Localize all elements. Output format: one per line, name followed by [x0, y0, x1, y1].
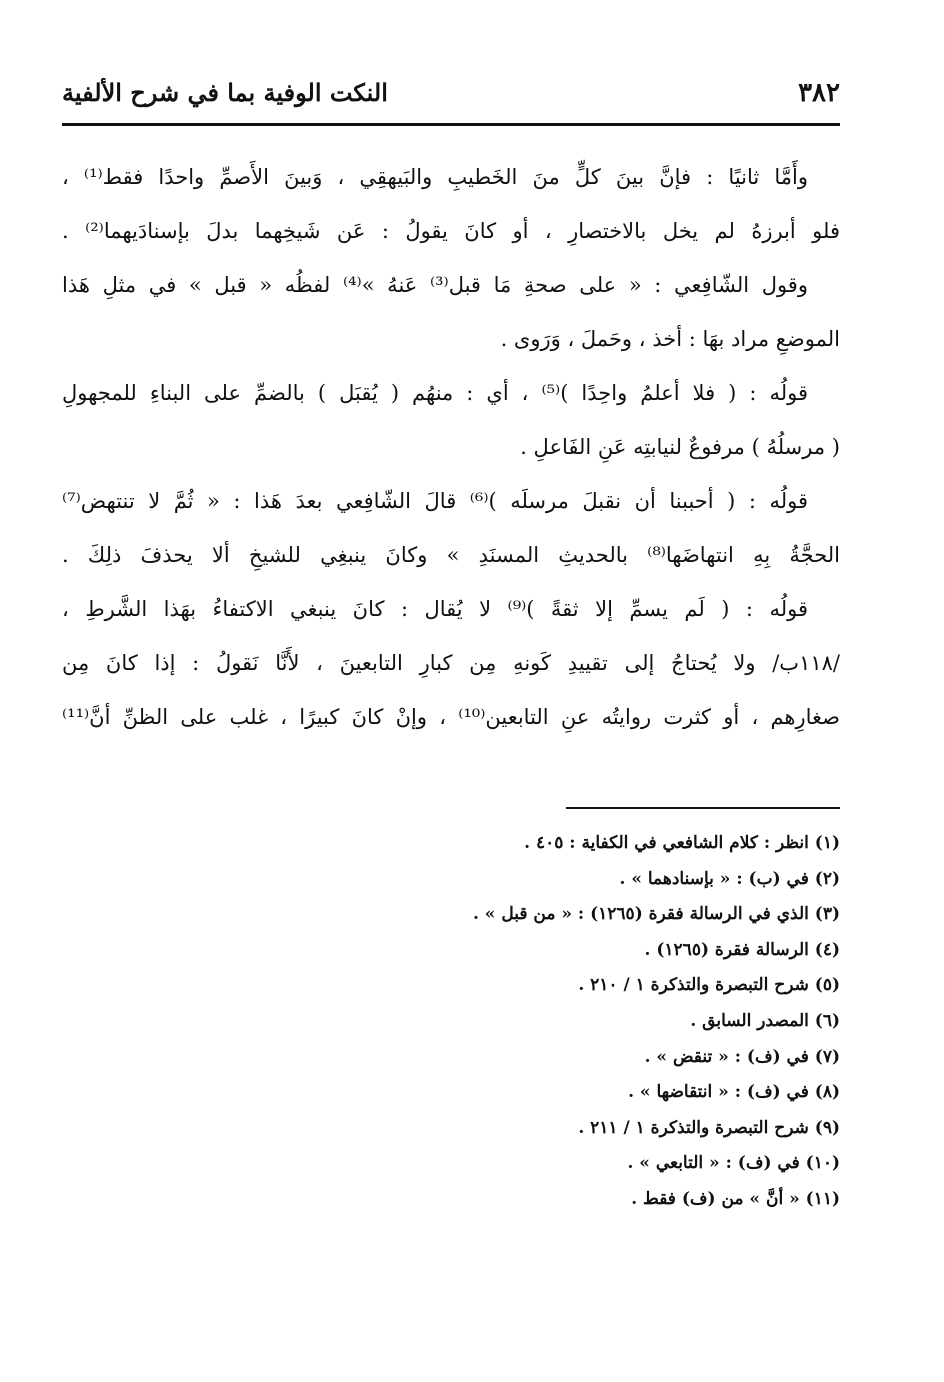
- running-header: [62, 70, 840, 120]
- footnote: (٨) في (ف) : « انتقاضها » .: [628, 1082, 840, 1103]
- text-line: صغارِهم ، أو كثرت روايتُه عنِ التابعين⁽¹⁰⁾ ، وإنْ كانَ كبيرًا ، غلب على الظنِّ أنَّ⁽¹¹⁾: [62, 705, 840, 729]
- main-text: [62, 150, 840, 744]
- text-line: /١١٨ب/ ولا يُحتاجُ إلى تقييدِ كَونهِ مِن كبارِ التابعينَ ، لأَنَّا نَقولُ : إذا كانَ مِن: [62, 651, 840, 675]
- text-line: قولُه : ( لَم يسمِّ إلا ثقةً )⁽⁹⁾ لا يُقال : كانَ ينبغي الاكتفاءُ بهَذا الشَّرطِ ،: [62, 597, 809, 621]
- footnote: (٥) شرح التبصرة والتذكرة ١ / ٢١٠ .: [578, 975, 840, 996]
- footnote-separator: [566, 807, 840, 809]
- text-line: الحجَّةُ بِهِ انتهاضَها⁽⁸⁾ بالحديثِ المسنَدِ » وكانَ ينبغِي للشيخِ ألا يحذفَ ذلِكَ .: [62, 543, 840, 567]
- footnote: (٦) المصدر السابق .: [690, 1010, 840, 1031]
- footnote: (٢) في (ب) : « بإسنادهما » .: [619, 868, 840, 889]
- text-line: قولُه : ( أحببنا أن نقبلَ مرسلَه )⁽⁶⁾ قالَ الشّافِعي بعدَ هَذا : « ثُمَّ لا تنتهض⁽⁷⁾: [62, 489, 808, 513]
- header-rule: [62, 123, 840, 126]
- footnote: (١١) « أنَّ » من (ف) فقط .: [631, 1188, 840, 1209]
- text-line: ( مرسلُهُ ) مرفوعٌ لنيابتِه عَنِ الفَاعلِ .: [520, 435, 840, 459]
- footnote: (٧) في (ف) : « تنقض » .: [644, 1046, 840, 1067]
- text-line: فلو أبرزهُ لم يخل بالاختصارِ ، أو كانَ يقولُ : عَن شَيخِهما بدلَ بإسنادَيهما⁽²⁾ .: [62, 219, 840, 243]
- footnote: (٩) شرح التبصرة والتذكرة ١ / ٢١١ .: [578, 1117, 840, 1138]
- page-number: ٣٨٢: [798, 78, 840, 108]
- text-line: وقول الشّافِعي : « على صحةِ مَا قبل⁽³⁾ عَنهُ »⁽⁴⁾ لفظُه « قبل » في مثلِ هَذا: [62, 273, 808, 297]
- footnotes: [340, 826, 840, 1218]
- footnote: (١) انظر : كلام الشافعي في الكفاية : ٤٠٥ .: [524, 833, 840, 853]
- footnote: (٣) الذي في الرسالة فقرة (١٢٦٥) : « من قبل » .: [472, 904, 840, 925]
- footnote: (١٠) في (ف) : « التابعي » .: [627, 1153, 840, 1174]
- running-title: النكت الوفية بما في شرح الألفية: [62, 78, 388, 107]
- text-line: وأَمَّا ثانيًا : فإنَّ بينَ كلٍّ منَ الخَطيبِ والبَيهقِي ، وَبينَ الأَصمِّ واحدًا فقط⁽¹⁾ ،: [62, 165, 808, 189]
- text-line: قولُه : ( فلا أعلمُ واحِدًا )⁽⁵⁾ ، أي : منهُم ( يُقبَل ) بالضمِّ على البناءِ للمجهولِ: [62, 381, 808, 405]
- text-line: الموضعِ مراد بهَا : أخذ ، وحَملَ ، وَرَوى .: [500, 327, 840, 351]
- footnote: (٤) الرسالة فقرة (١٢٦٥) .: [644, 939, 840, 960]
